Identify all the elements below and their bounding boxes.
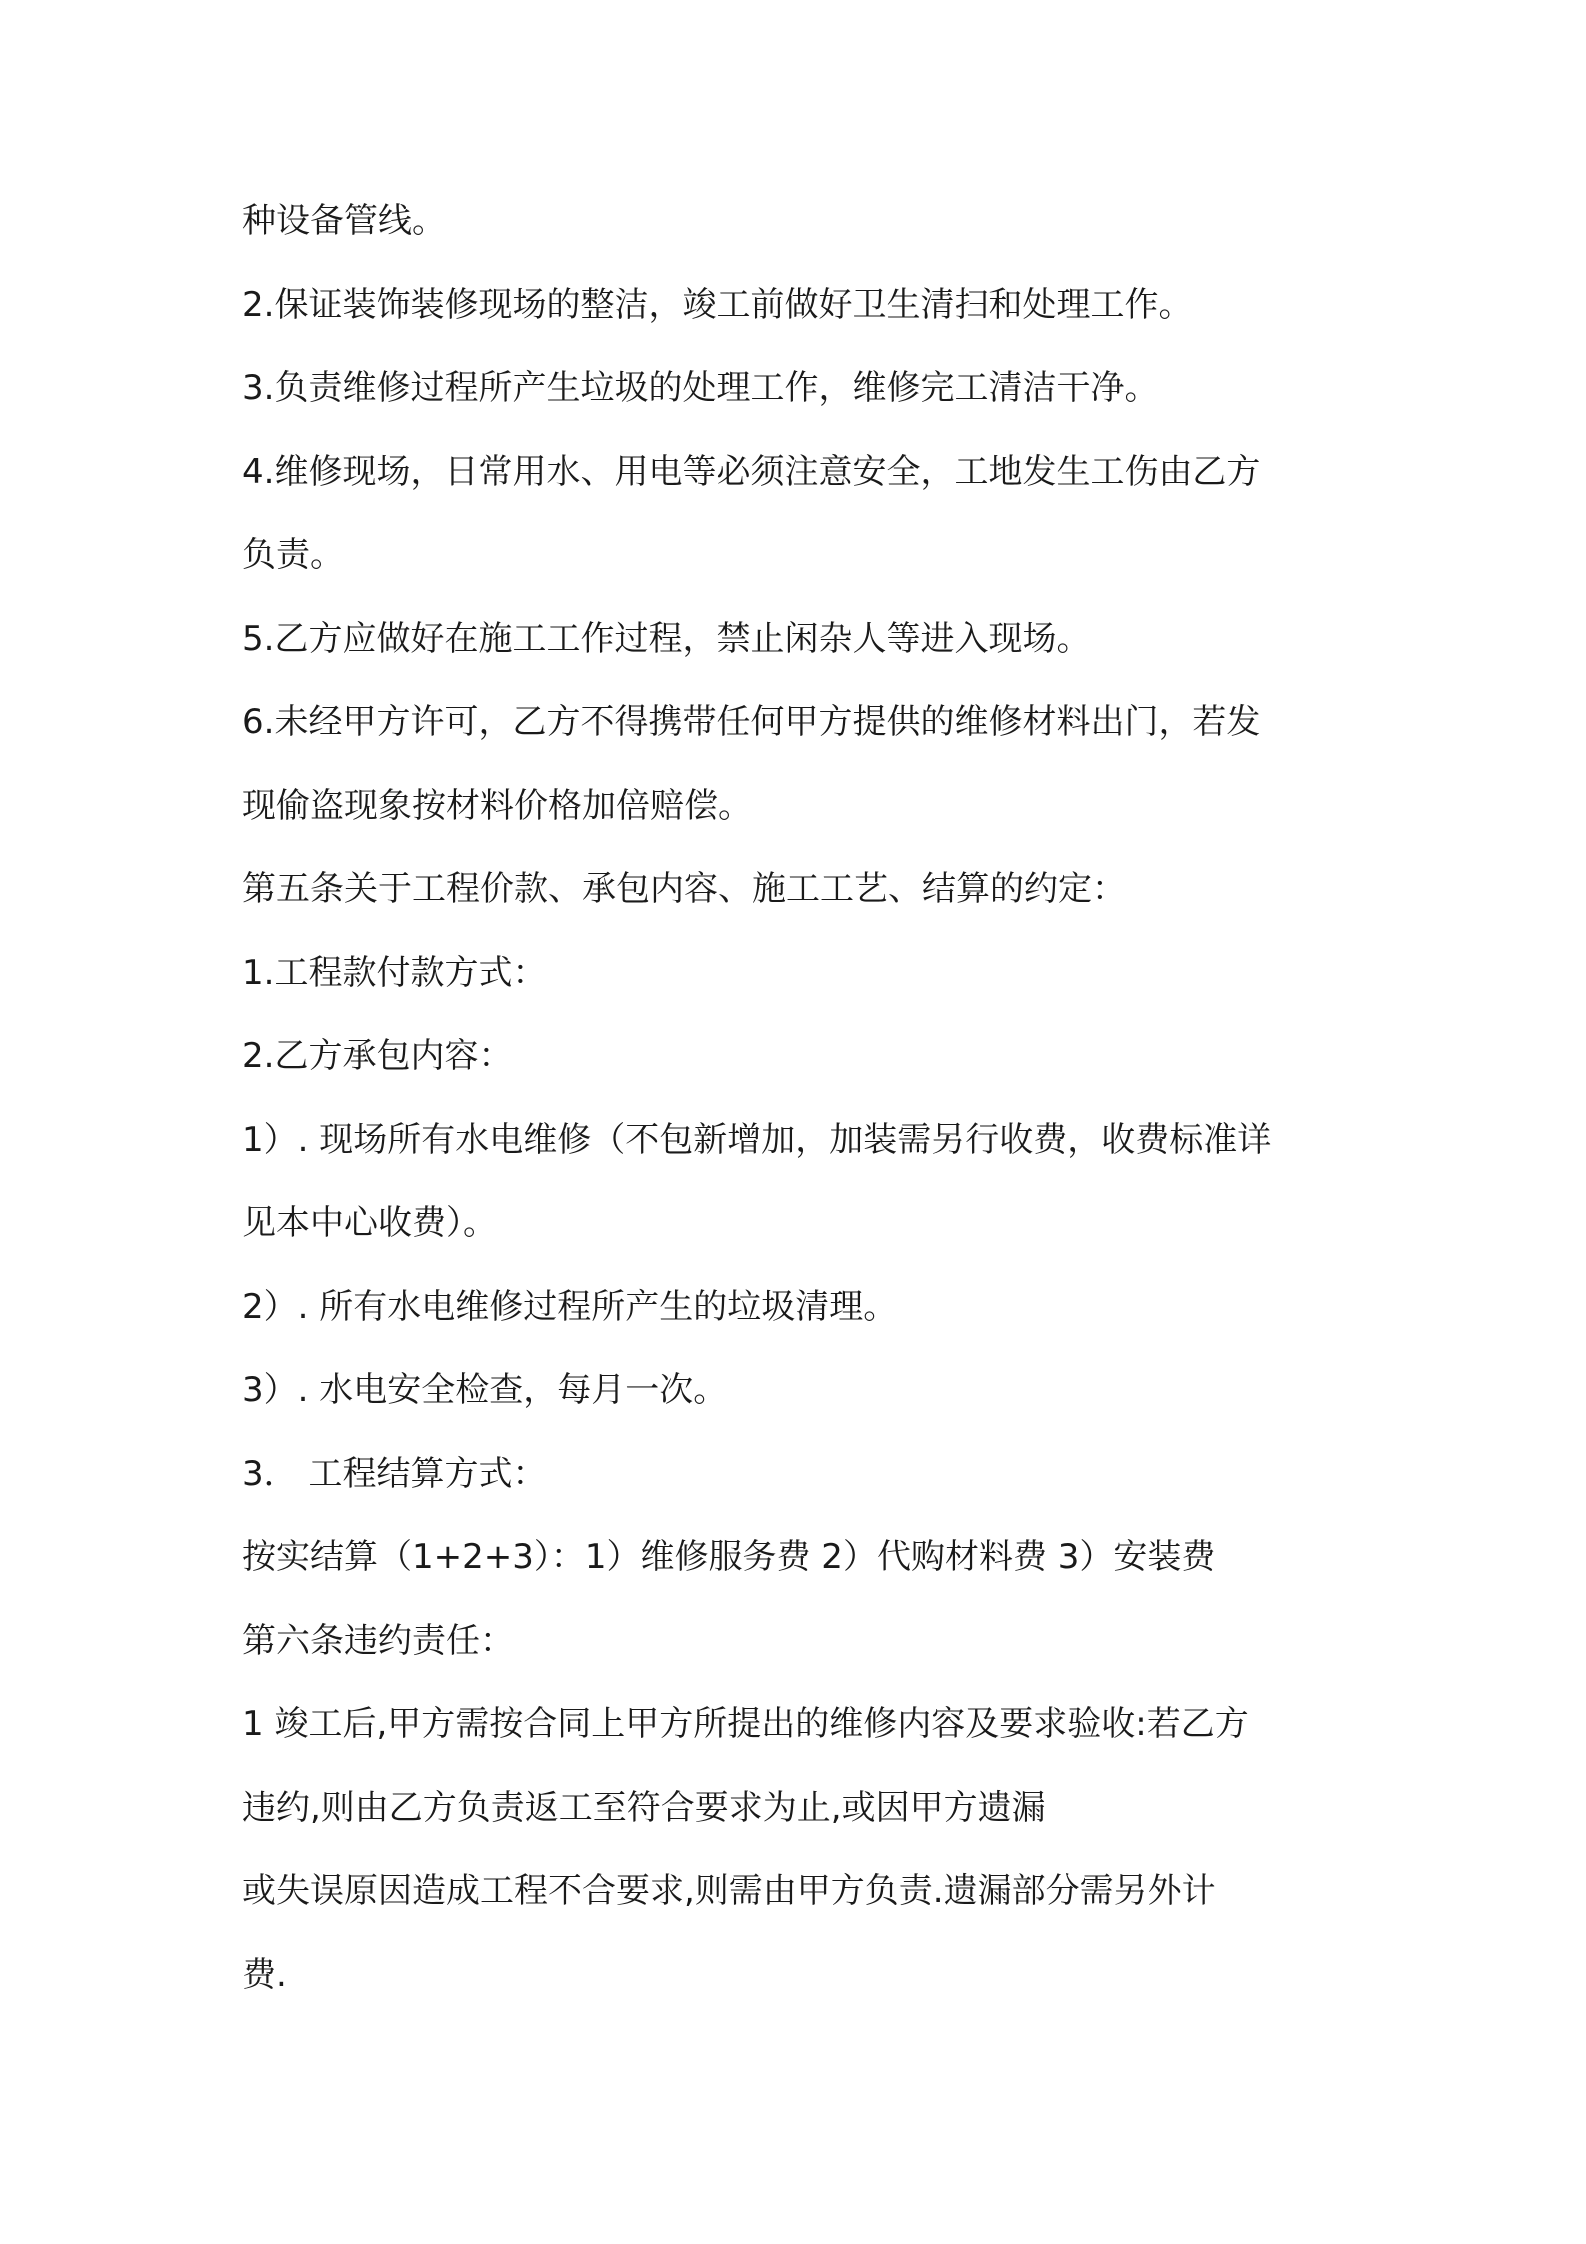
text-line: 1.工程款付款方式：: [242, 952, 547, 993]
text-line: 2）. 所有水电维修过程所产生的垃圾清理。: [242, 1286, 898, 1327]
text-line: 按实结算（1+2+3）：1）维修服务费 2）代购材料费 3）安装费: [242, 1537, 1216, 1577]
text-line: 3． 工程结算方式：: [242, 1453, 547, 1494]
text-line: 费.: [242, 1954, 287, 1995]
text-line: 1 竣工后,甲方需按合同上甲方所提出的维修内容及要求验收:若乙方: [242, 1704, 1249, 1744]
text-line: 2.保证装饰装修现场的整洁，竣工前做好卫生清扫和处理工作。: [242, 284, 1193, 325]
text-line: 3.负责维修过程所产生垃圾的处理工作，维修完工清洁干净。: [242, 368, 1159, 408]
text-line: 负责。: [242, 535, 344, 575]
text-line: 或失误原因造成工程不合要求,则需由甲方负责.遗漏部分需另外计: [242, 1871, 1216, 1911]
section-heading: 第五条关于工程价款、承包内容、施工工艺、结算的约定：: [242, 869, 1126, 909]
text-line: 违约,则由乙方负责返工至符合要求为止,或因甲方遗漏: [242, 1787, 1046, 1828]
text-line: 4.维修现场，日常用水、用电等必须注意安全，工地发生工伤由乙方: [242, 451, 1261, 492]
document-body: [242, 196, 1362, 2033]
section-heading: 第六条违约责任：: [242, 1620, 514, 1661]
text-line: 2.乙方承包内容：: [242, 1036, 513, 1076]
text-line: 5.乙方应做好在施工工作过程，禁止闲杂人等进入现场。: [242, 618, 1091, 659]
text-line: 见本中心收费）。: [242, 1203, 497, 1243]
text-line: 种设备管线。: [242, 201, 446, 241]
text-line: 3）. 水电安全检查，每月一次。: [242, 1370, 728, 1410]
text-line: 1）. 现场所有水电维修（不包新增加，加装需另行收费，收费标准详: [242, 1119, 1272, 1160]
text-line: 6.未经甲方许可，乙方不得携带任何甲方提供的维修材料出门，若发: [242, 702, 1261, 742]
text-line: 现偷盗现象按材料价格加倍赔偿。: [242, 785, 752, 826]
